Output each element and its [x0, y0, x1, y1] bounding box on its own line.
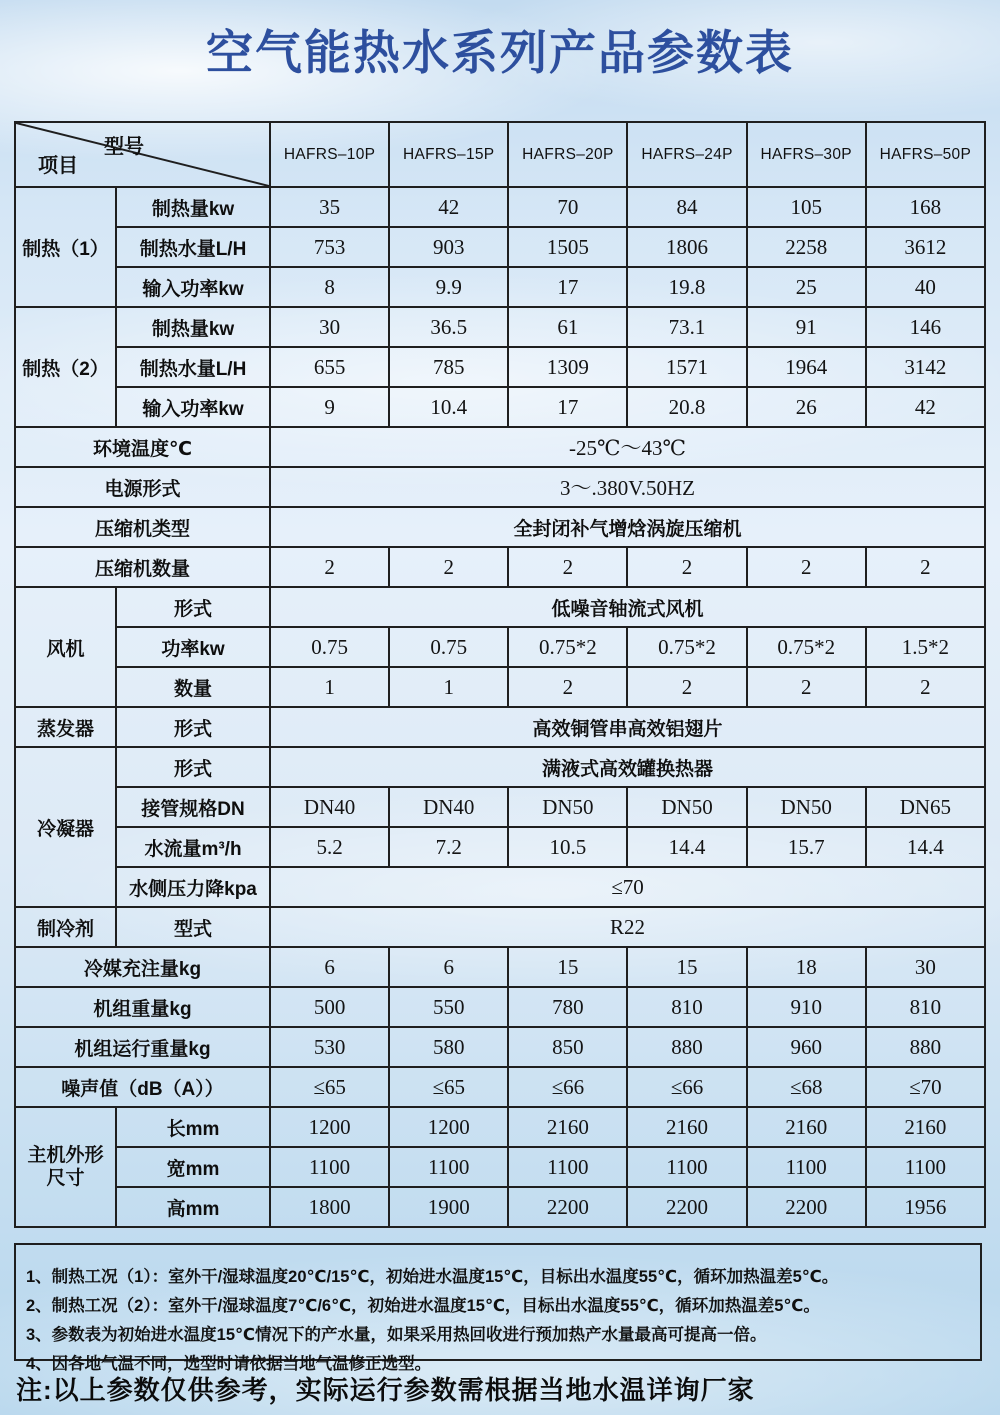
value-cell: 36.5	[389, 307, 508, 347]
value-cell: 1309	[508, 347, 627, 387]
value-cell: 17	[508, 267, 627, 307]
value-cell: 20.8	[627, 387, 746, 427]
value-cell: 8	[270, 267, 389, 307]
row-group-label: 蒸发器	[15, 707, 116, 747]
value-cell: 42	[389, 187, 508, 227]
value-cell: 17	[508, 387, 627, 427]
value-cell: 35	[270, 187, 389, 227]
note-line: 3、参数表为初始进水温度15℃情况下的产水量，如果采用热回收进行预加热产水量最高可提高一倍。	[26, 1326, 767, 1344]
value-cell: 2258	[747, 227, 866, 267]
value-cell: 0.75*2	[627, 627, 746, 667]
table-row	[15, 587, 985, 627]
value-cell: DN40	[389, 787, 508, 827]
value-cell: 5.2	[270, 827, 389, 867]
value-cell: ≤70	[270, 867, 985, 907]
value-cell: 3142	[866, 347, 985, 387]
value-cell: 40	[866, 267, 985, 307]
note-line: 2、制热工况（2）：室外干/湿球温度7℃/6℃，初始进水温度15℃，目标出水温度55℃，循环加热温差5℃。	[26, 1297, 820, 1315]
value-cell: DN50	[508, 787, 627, 827]
value-cell: 2	[508, 667, 627, 707]
value-cell: 0.75*2	[747, 627, 866, 667]
table-row	[15, 427, 985, 467]
value-cell: 785	[389, 347, 508, 387]
table-row	[15, 267, 985, 307]
value-cell: ≤65	[389, 1067, 508, 1107]
row-label: 功率kw	[116, 627, 270, 667]
value-cell: 2	[866, 667, 985, 707]
value-cell: 10.4	[389, 387, 508, 427]
row-label: 制热量kw	[116, 307, 270, 347]
value-cell: ≤68	[747, 1067, 866, 1107]
value-cell: 1964	[747, 347, 866, 387]
value-cell: 30	[866, 947, 985, 987]
model-header: HAFRS–24P	[627, 122, 746, 187]
row-label: 宽mm	[116, 1147, 270, 1187]
value-cell: 1100	[389, 1147, 508, 1187]
value-cell: 2	[270, 547, 389, 587]
value-cell: 1100	[508, 1147, 627, 1187]
value-cell: 91	[747, 307, 866, 347]
row-label: 水流量m³/h	[116, 827, 270, 867]
value-cell: 25	[747, 267, 866, 307]
value-cell: 960	[747, 1027, 866, 1067]
value-cell: 6	[270, 947, 389, 987]
value-cell: 810	[627, 987, 746, 1027]
value-cell: 14.4	[627, 827, 746, 867]
row-label: 形式	[116, 587, 270, 627]
row-label: 压缩机类型	[15, 507, 270, 547]
value-cell: 146	[866, 307, 985, 347]
value-cell: ≤66	[508, 1067, 627, 1107]
table-row	[15, 187, 985, 227]
table-row	[15, 707, 985, 747]
note-line: 1、制热工况（1）：室外干/湿球温度20℃/15℃，初始进水温度15℃，目标出水温度55℃，循环加热温差5℃。	[26, 1268, 839, 1286]
value-cell: ≤70	[866, 1067, 985, 1107]
value-cell: 84	[627, 187, 746, 227]
table-row	[15, 787, 985, 827]
header-row	[15, 122, 985, 187]
value-cell: 168	[866, 187, 985, 227]
row-label: 机组运行重量kg	[15, 1027, 270, 1067]
table-row	[15, 467, 985, 507]
table-row	[15, 987, 985, 1027]
notes-box	[14, 1243, 982, 1373]
model-header: HAFRS–50P	[866, 122, 985, 187]
value-cell: 15.7	[747, 827, 866, 867]
value-cell: 1505	[508, 227, 627, 267]
row-label: 数量	[116, 667, 270, 707]
value-cell: DN50	[627, 787, 746, 827]
value-cell: 9.9	[389, 267, 508, 307]
table-row	[15, 827, 985, 867]
row-group-label: 制冷剂	[15, 907, 116, 947]
row-label: 机组重量kg	[15, 987, 270, 1027]
row-group-label: 制热（1）	[15, 187, 116, 307]
corner-cell	[15, 122, 270, 187]
dim-label-line1: 主机外形	[27, 1145, 104, 1166]
value-cell: 2200	[747, 1187, 866, 1227]
dim-label-line2: 尺寸	[46, 1168, 85, 1189]
value-cell: 1100	[747, 1147, 866, 1187]
value-cell: 580	[389, 1027, 508, 1067]
row-group-label: 风机	[15, 587, 116, 707]
value-cell: 2200	[627, 1187, 746, 1227]
row-label: 制热量kw	[116, 187, 270, 227]
value-cell: 1	[270, 667, 389, 707]
value-cell: 655	[270, 347, 389, 387]
value-cell: 2	[747, 667, 866, 707]
table-row	[15, 1027, 985, 1067]
value-cell: 10.5	[508, 827, 627, 867]
row-label: 压缩机数量	[15, 547, 270, 587]
value-cell: 3～.380V.50HZ	[270, 467, 985, 507]
value-cell: 3612	[866, 227, 985, 267]
value-cell: 880	[627, 1027, 746, 1067]
table-row	[15, 387, 985, 427]
value-cell: 14.4	[866, 827, 985, 867]
value-cell: 2160	[747, 1107, 866, 1147]
value-cell: 6	[389, 947, 508, 987]
row-label: 制热水量L/H	[116, 227, 270, 267]
value-cell: 2	[627, 547, 746, 587]
row-label: 输入功率kw	[116, 387, 270, 427]
value-cell: 全封闭补气增焓涡旋压缩机	[270, 507, 985, 547]
value-cell: 61	[508, 307, 627, 347]
value-cell: 880	[866, 1027, 985, 1067]
table-row	[15, 227, 985, 267]
model-header: HAFRS–10P	[270, 122, 389, 187]
value-cell: 1900	[389, 1187, 508, 1227]
value-cell: DN65	[866, 787, 985, 827]
value-cell: 2160	[508, 1107, 627, 1147]
value-cell: 105	[747, 187, 866, 227]
value-cell: 15	[508, 947, 627, 987]
row-label: 形式	[116, 707, 270, 747]
value-cell: 19.8	[627, 267, 746, 307]
value-cell: 0.75	[270, 627, 389, 667]
page-title: 空气能热水系列产品参数表	[206, 26, 794, 79]
table-row	[15, 947, 985, 987]
value-cell: DN50	[747, 787, 866, 827]
table-row	[15, 867, 985, 907]
table-row	[15, 547, 985, 587]
value-cell: 530	[270, 1027, 389, 1067]
value-cell: 0.75	[389, 627, 508, 667]
value-cell: 1571	[627, 347, 746, 387]
row-group-label: 冷凝器	[15, 747, 116, 907]
value-cell: 30	[270, 307, 389, 347]
value-cell: 910	[747, 987, 866, 1027]
note-line: 4、因各地气温不同，选型时请依据当地气温修正选型。	[26, 1355, 432, 1373]
table-row	[15, 1067, 985, 1107]
value-cell: 9	[270, 387, 389, 427]
table-row	[15, 907, 985, 947]
value-cell: 2160	[627, 1107, 746, 1147]
value-cell: 550	[389, 987, 508, 1027]
table-row	[15, 1147, 985, 1187]
value-cell: -25℃～43℃	[270, 427, 985, 467]
model-header: HAFRS–15P	[389, 122, 508, 187]
row-group-label: 制热（2）	[15, 307, 116, 427]
table-row	[15, 1107, 985, 1147]
value-cell: 1	[389, 667, 508, 707]
value-cell: 42	[866, 387, 985, 427]
value-cell: 753	[270, 227, 389, 267]
table-row	[15, 347, 985, 387]
corner-label-model: 型号	[104, 136, 144, 158]
value-cell: 2	[508, 547, 627, 587]
row-label: 制热水量L/H	[116, 347, 270, 387]
value-cell: DN40	[270, 787, 389, 827]
row-label: 型式	[116, 907, 270, 947]
value-cell: 1800	[270, 1187, 389, 1227]
value-cell: 73.1	[627, 307, 746, 347]
value-cell: 2200	[508, 1187, 627, 1227]
row-label: 接管规格DN	[116, 787, 270, 827]
row-label: 输入功率kw	[116, 267, 270, 307]
value-cell: 18	[747, 947, 866, 987]
table-row	[15, 627, 985, 667]
footnote: 注:以上参数仅供参考，实际运行参数需根据当地水温详询厂家	[16, 1375, 755, 1405]
value-cell: ≤65	[270, 1067, 389, 1107]
value-cell: 26	[747, 387, 866, 427]
value-cell: 1200	[389, 1107, 508, 1147]
table-row	[15, 1187, 985, 1227]
row-group-label	[15, 1107, 116, 1227]
value-cell: 70	[508, 187, 627, 227]
row-label: 冷媒充注量kg	[15, 947, 270, 987]
spec-table	[14, 121, 986, 1228]
value-cell: 500	[270, 987, 389, 1027]
value-cell: R22	[270, 907, 985, 947]
value-cell: 低噪音轴流式风机	[270, 587, 985, 627]
value-cell: 1806	[627, 227, 746, 267]
row-label: 噪声值（dB（A））	[15, 1067, 270, 1107]
value-cell: 2	[866, 547, 985, 587]
table-row	[15, 667, 985, 707]
model-header: HAFRS–30P	[747, 122, 866, 187]
value-cell: 满液式高效罐换热器	[270, 747, 985, 787]
row-label: 形式	[116, 747, 270, 787]
value-cell: 7.2	[389, 827, 508, 867]
table-row	[15, 747, 985, 787]
model-header: HAFRS–20P	[508, 122, 627, 187]
value-cell: 1100	[866, 1147, 985, 1187]
value-cell: 2	[627, 667, 746, 707]
value-cell: 1100	[270, 1147, 389, 1187]
table-row	[15, 507, 985, 547]
value-cell: 2160	[866, 1107, 985, 1147]
value-cell: 2	[747, 547, 866, 587]
table-row	[15, 307, 985, 347]
value-cell: 1.5*2	[866, 627, 985, 667]
value-cell: 1100	[627, 1147, 746, 1187]
corner-label-item: 项目	[38, 155, 78, 177]
row-label: 环境温度℃	[15, 427, 270, 467]
value-cell: 高效铜管串高效铝翅片	[270, 707, 985, 747]
value-cell: 15	[627, 947, 746, 987]
value-cell: 810	[866, 987, 985, 1027]
value-cell: ≤66	[627, 1067, 746, 1107]
row-label: 水侧压力降kpa	[116, 867, 270, 907]
row-label: 长mm	[116, 1107, 270, 1147]
value-cell: 1200	[270, 1107, 389, 1147]
value-cell: 850	[508, 1027, 627, 1067]
value-cell: 2	[389, 547, 508, 587]
value-cell: 1956	[866, 1187, 985, 1227]
value-cell: 780	[508, 987, 627, 1027]
value-cell: 903	[389, 227, 508, 267]
value-cell: 0.75*2	[508, 627, 627, 667]
row-label: 高mm	[116, 1187, 270, 1227]
row-label: 电源形式	[15, 467, 270, 507]
